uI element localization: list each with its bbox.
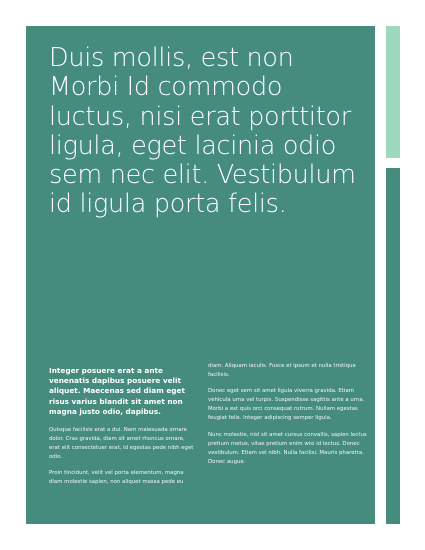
accent-bar-dark xyxy=(386,168,400,524)
body-paragraph: Nunc molestie, nisl sit amet cursus convallis, sapien lectus pretium metus, vitae pretium enim wisi id lectus. Donec vestibulum. Etiam vel nibh. Nulla facilisi. Mauris pharetra. Donec augue. xyxy=(208,431,367,465)
left-column xyxy=(49,366,197,495)
headline: Duis mollis, est non Morbi Id commodo luctus, nisi erat porttitor ligula, eget lacinia odio sem nec elit. Vestibulum id ligula porta felis. xyxy=(49,43,356,220)
lead-paragraph: Integer posuere erat a ante venenatis dapibus posuere velit aliquet. Maecenas sed diam eget risus varius blandit sit amet non magna justo odio, dapibus. xyxy=(49,366,185,416)
body-paragraph: Proin tincidunt, velit vel porta elementum, magna diam molestie sapien, non aliquet massa pede eu xyxy=(49,470,184,486)
right-column xyxy=(208,362,368,474)
body-paragraph: Donec eget sem sit amet ligula viverra gravida. Etiam vehicula urna vel turpis. Suspendisse sagittis ante a urna. Morbi a est quis orci consequat rutrum. Nullam egestas feugiat felis. Integer adipiscing semper ligula. xyxy=(208,388,365,422)
body-paragraph: Quisque facilisis erat a dui. Nam malesuada ornare dolor. Cras gravida, diam sit amet rhoncus ornare, erat elit consectetuer erat, id egestas pede nibh eget odio. xyxy=(49,427,194,461)
body-paragraph: diam. Aliquam iaculis. Fusce et ipsum et nulla tristique facilisis. xyxy=(208,363,356,379)
accent-bar-light xyxy=(386,26,400,158)
